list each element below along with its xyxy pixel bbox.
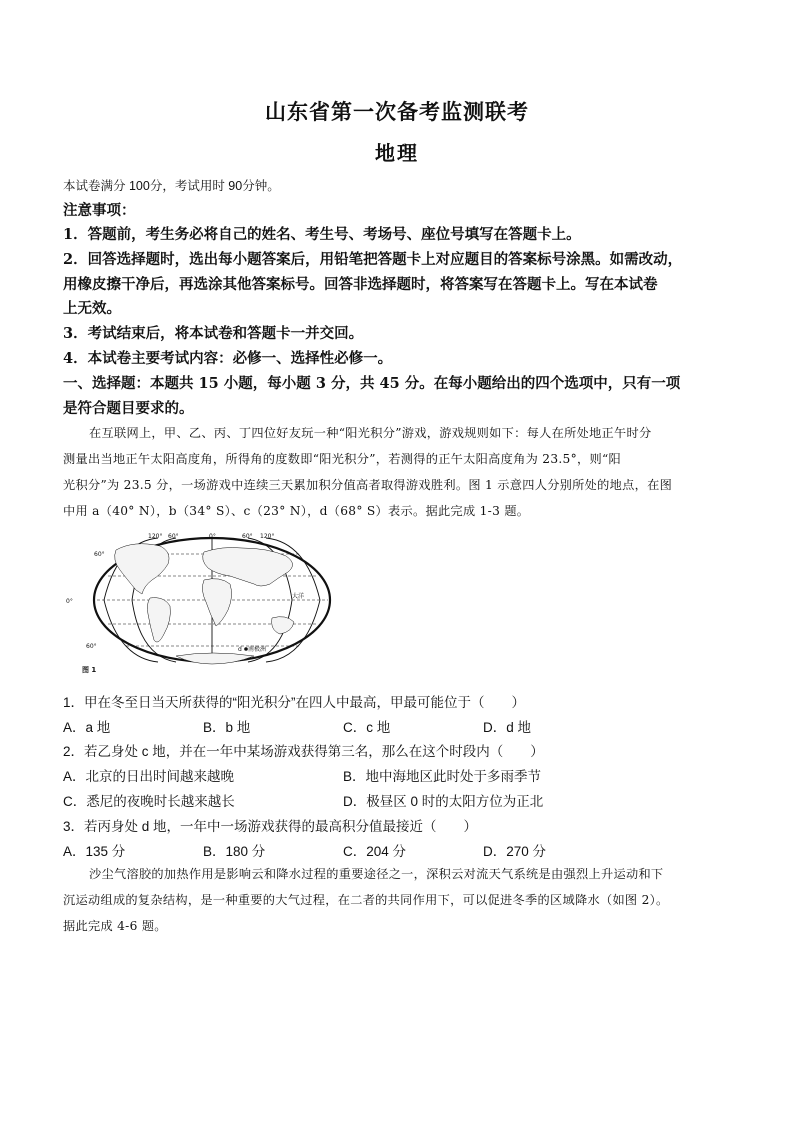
figure-1-caption: 图 1 [82, 666, 97, 674]
question-3-option-b[interactable]: B．180 分 [203, 844, 266, 859]
question-2-stem: 2．若乙身处 c 地，并在一年中某场游戏获得第三名，那么在这个时段内（ ） [63, 744, 544, 759]
point-d-marker [244, 647, 248, 651]
section-1-heading-line-2: 是符合题目要求的。 [63, 400, 194, 417]
passage-2-line-1: 沙尘气溶胶的加热作用是影响云和降水过程的重要途径之一，深积云对流天气系统是由强烈上升运动和下 [89, 867, 664, 881]
question-3-stem: 3．若丙身处 d 地，一年中一场游戏获得的最高积分值最接近（ ） [63, 819, 478, 834]
question-1-option-a[interactable]: A．a 地 [63, 720, 111, 735]
passage-1-line-2: 测量出当地正午太阳高度角，所得角的度数即“阳光积分”，若测得的正午太阳高度角为 23.5°，则“阳 [63, 452, 621, 466]
antarctica-label: 南极洲 [248, 646, 267, 653]
question-3-option-c[interactable]: C．204 分 [343, 844, 407, 859]
lon-label-2: 60° [168, 533, 179, 540]
lon-label-3: 0° [209, 533, 216, 540]
question-3-option-a[interactable]: A．135 分 [63, 844, 126, 859]
question-1-option-b[interactable]: B．b 地 [203, 720, 251, 735]
lat-label-1: 60° [94, 551, 105, 558]
passage-1 [63, 420, 743, 524]
passage-1-line-3: 光积分”为 23.5 分，一场游戏中连续三天累加积分值高者取得游戏胜利。图 1 示意四人分别所处的地点，在图 [63, 478, 673, 492]
passage-1-line-1: 在互联网上，甲、乙、丙、丁四位好友玩一种“阳光积分”游戏，游戏规则如下：每人在所处地正午时分 [89, 426, 652, 440]
lat-label-3: 60° [86, 643, 97, 650]
notes-item-2-line-2: 用橡皮擦干净后，再选涂其他答案标号。回答非选择题时，将答案写在答题卡上。写在本试卷 [63, 276, 658, 293]
question-1-option-c[interactable]: C．c 地 [343, 720, 391, 735]
notes-item-1: 1．答题前，考生务必将自己的姓名、考生号、考场号、座位号填写在答题卡上。 [63, 226, 581, 243]
question-1-option-d[interactable]: D．d 地 [483, 720, 532, 735]
notes-heading: 注意事项： [63, 202, 136, 219]
passage-2 [63, 861, 743, 939]
question-1-stem: 1．甲在冬至日当天所获得的“阳光积分”在四人中最高，甲最可能位于（ ） [63, 695, 525, 710]
exam-subject: 地理 [375, 141, 419, 165]
lon-label-4: 60° [242, 533, 253, 540]
question-2-option-b[interactable]: B．地中海地区此时处于多雨季节 [343, 769, 542, 784]
notes-item-2-line-1: 2．回答选择题时，选出每小题答案后，用铅笔把答题卡上对应题目的答案标号涂黑。如需改动， [63, 251, 683, 268]
passage-2-line-3: 据此完成 4-6 题。 [63, 919, 167, 933]
question-3-option-d[interactable]: D．270 分 [483, 844, 547, 859]
point-d-label: d [238, 646, 242, 653]
notes-item-4: 4．本试卷主要考试内容：必修一、选择性必修一。 [63, 350, 393, 367]
notes-item-3: 3．考试结束后，将本试卷和答题卡一并交回。 [63, 325, 364, 342]
lon-label-1: 120° [148, 533, 163, 540]
notes-item-2-line-3: 上无效。 [63, 300, 121, 317]
question-2-option-c[interactable]: C．悉尼的夜晚时长越来越长 [63, 794, 235, 809]
passage-1-line-4: 中用 a（40° N），b（34° S）、c（23° N），d（68° S）表示。据此完成 1-3 题。 [63, 504, 530, 518]
question-2-option-d[interactable]: D．极昼区 0 时的太阳方位为正北 [343, 794, 544, 809]
section-1-heading-line-1: 一、选择题：本题共 15 小题，每小题 3 分，共 45 分。在每小题给出的四个选项中，只有一项 [63, 375, 681, 392]
exam-title: 山东省第一次备考监测联考 [265, 99, 529, 124]
world-map-figure [64, 530, 332, 675]
lat-label-2: 0° [66, 598, 73, 605]
exam-intro: 本试卷满分 100分，考试用时 90分钟。 [63, 179, 280, 193]
question-2-option-a[interactable]: A．北京的日出时间越来越晚 [63, 769, 235, 784]
passage-2-line-2: 沉运动组成的复杂结构，是一种重要的大气过程，在二者的共同作用下，可以促进冬季的区域降水（如图 2）。 [63, 893, 669, 907]
ocean-label: 大洋 [292, 593, 305, 600]
lon-label-5: 120° [260, 533, 275, 540]
